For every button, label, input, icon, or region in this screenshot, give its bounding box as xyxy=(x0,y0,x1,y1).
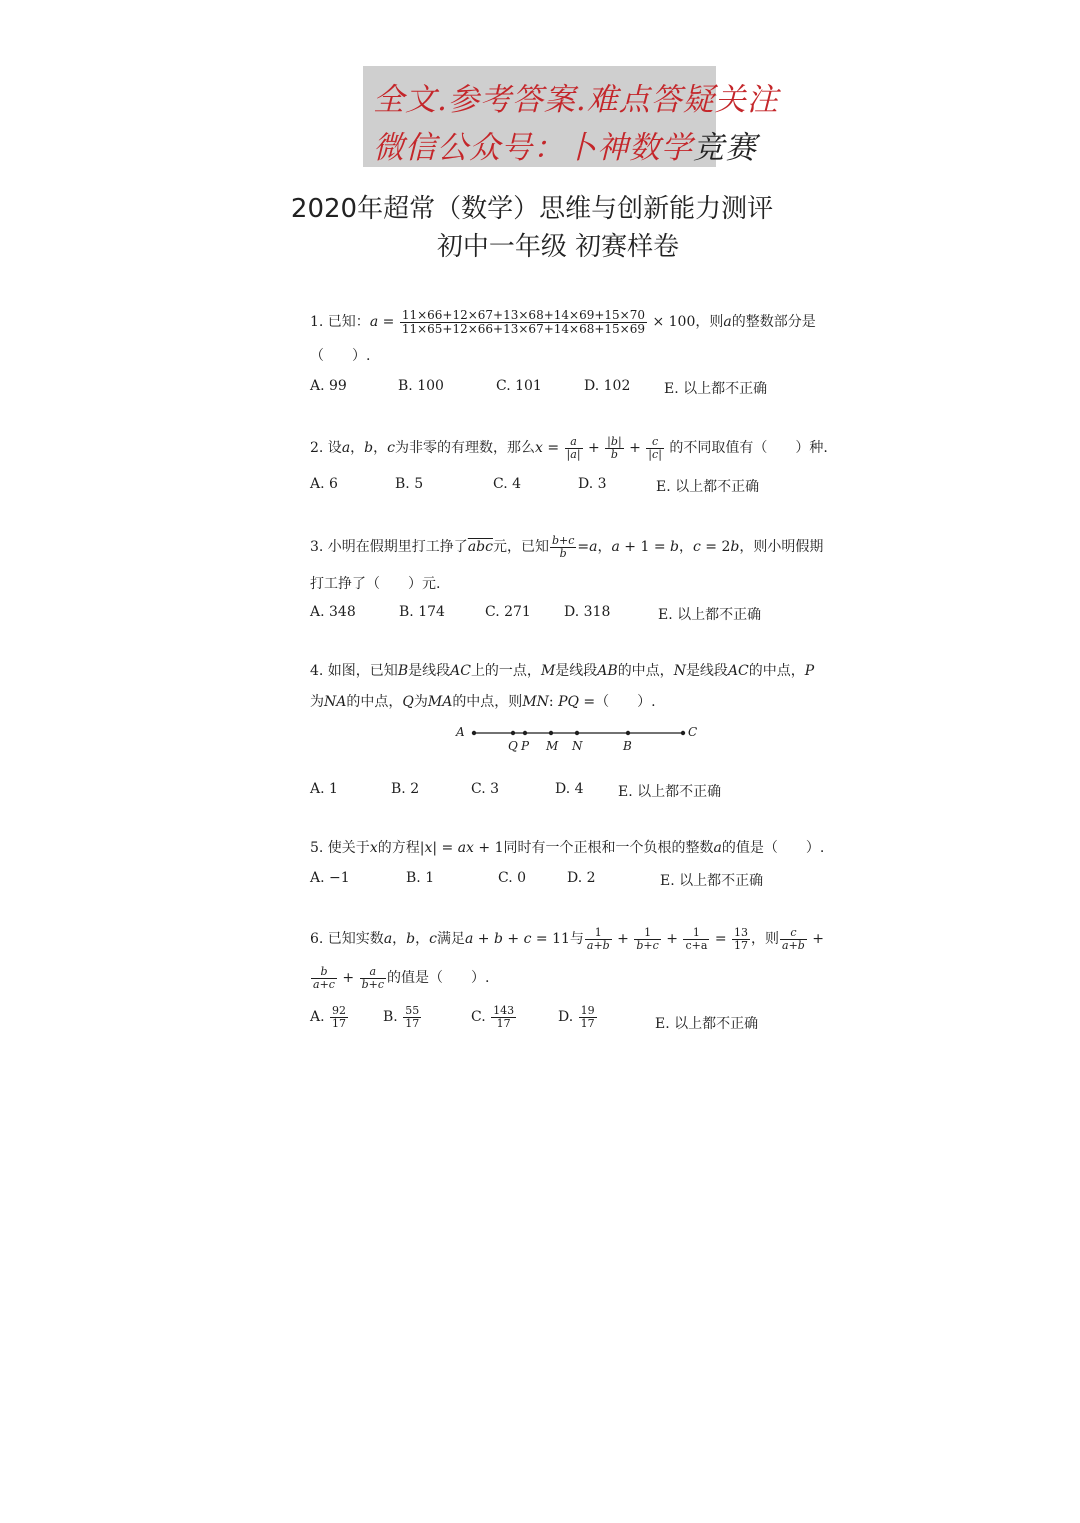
q2-option-d: D. 3 xyxy=(578,476,607,492)
question-5: 5. 使关于x的方程|x| = ax + 1同时有一个正根和一个负根的整数a的值是（ ）. xyxy=(310,840,825,856)
q4-option-b: B. 2 xyxy=(391,781,420,797)
q1-option-b: B. 100 xyxy=(398,378,444,394)
point-label-q: Q xyxy=(508,739,518,753)
q6-option-a: A. $\frac{92}{17}$ xyxy=(310,1004,347,1030)
segment-diagram xyxy=(450,722,710,762)
q2-option-a: A. 6 xyxy=(310,476,338,492)
q3-option-d: D. 318 xyxy=(564,604,611,620)
exam-title: 2020年超常（数学）思维与创新能力测评 xyxy=(290,194,774,224)
question-6: 6. 已知实数a，b，c满足a + b + c = 11与 $\frac{1}{a+b}$ + $\frac{1}{b+c}$ + $\frac{1}{c+a}$ = $\frac{13}{17}$ ，则 $\frac{c}{a+b}$ + xyxy=(310,926,825,952)
point-label-m: M xyxy=(546,739,559,753)
q3-option-e: E. 以上都不正确 xyxy=(658,607,762,623)
question-4: 4. 如图，已知B是线段AC上的一点，M是线段AB的中点，N是线段AC的中点，P xyxy=(310,663,815,679)
point-label-p: P xyxy=(521,739,530,753)
point-label-b: B xyxy=(623,739,632,753)
q4-option-a: A. 1 xyxy=(310,781,338,797)
q5-option-b: B. 1 xyxy=(406,870,435,886)
q4-option-e: E. 以上都不正确 xyxy=(618,784,722,800)
q4-option-c: C. 3 xyxy=(471,781,500,797)
q3-option-c: C. 271 xyxy=(485,604,531,620)
stamp-line-1: 全文.参考答案.难点答疑关注 xyxy=(373,82,779,118)
q3-option-b: B. 174 xyxy=(399,604,445,620)
stamp-line-2: 微信公众号：卜神数学竞赛 xyxy=(373,130,757,166)
question-4-line2: 为NA的中点，Q为MA的中点，则MN: PQ =（ ）. xyxy=(310,694,656,710)
question-2: 2. 设a，b，c为非零的有理数，那么x = $\frac{a}{|a|}$ + $\frac{|b|}{b}$ + $\frac{c}{|c|}$ 的不同取值有（ ）种. xyxy=(310,435,828,461)
exam-subtitle: 初中一年级 初赛样卷 xyxy=(436,232,680,262)
q1-option-e: E. 以上都不正确 xyxy=(664,381,768,397)
q5-option-e: E. 以上都不正确 xyxy=(660,873,764,889)
q6-option-e: E. 以上都不正确 xyxy=(655,1016,759,1032)
q6-option-c: C. $\frac{143}{17}$ xyxy=(471,1004,515,1030)
q2-option-e: E. 以上都不正确 xyxy=(656,479,760,495)
q1-option-c: C. 101 xyxy=(496,378,542,394)
q2-option-c: C. 4 xyxy=(493,476,522,492)
q1-option-d: D. 102 xyxy=(584,378,631,394)
q1-option-a: A. 99 xyxy=(310,378,347,394)
watermark-stamp xyxy=(363,66,779,167)
question-1: 1. 已知：a = $\frac{11\times 66+12\times 67+13\times 68+14\times 69+15\times 70}{11\times 65+12\times 66+13\times 67+14\times 68+15\times 69}$ × 100，则a的整数部分是 xyxy=(310,308,816,336)
point-label-c: C xyxy=(688,725,698,739)
q5-option-c: C. 0 xyxy=(498,870,527,886)
q4-option-d: D. 4 xyxy=(555,781,584,797)
q3-option-a: A. 348 xyxy=(310,604,356,620)
question-1-blank: （ ）. xyxy=(310,348,371,364)
question-3: 3. 小明在假期里打工挣了$\overline{abc}$元，已知 $\frac{b+c}{b}$ =a，a + 1 = b，c = 2b，则小明假期 xyxy=(310,534,824,560)
q1-fraction: $\frac{11\times 66+12\times 67+13\times 68+14\times 69+15\times 70}{11\times 65+12\times 66+13\times 67+14\times 68+15\times 69}$ xyxy=(401,308,645,336)
q6-option-d: D. $\frac{19}{17}$ xyxy=(558,1004,595,1030)
q5-option-a: A. −1 xyxy=(310,870,350,886)
q2-option-b: B. 5 xyxy=(395,476,424,492)
q6-option-b: B. $\frac{55}{17}$ xyxy=(383,1004,420,1030)
point-label-a: A xyxy=(456,725,465,739)
q5-option-d: D. 2 xyxy=(567,870,596,886)
point-label-n: N xyxy=(572,739,583,753)
question-3-line2: 打工挣了（ ）元. xyxy=(310,576,441,592)
question-6-line2: $\frac{b}{a+c}$ + $\frac{a}{b+c}$ 的值是（ ）. xyxy=(313,965,490,991)
